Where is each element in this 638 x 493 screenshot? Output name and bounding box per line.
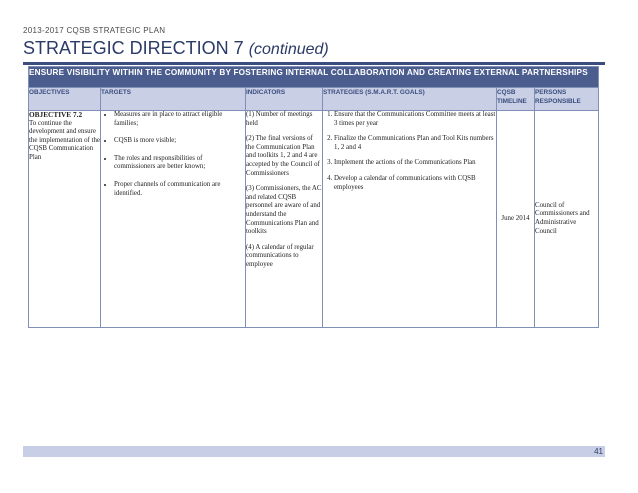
indicators-cell bbox=[246, 111, 323, 328]
indicator-item: (2) The final versions of the Communication Plan and toolkits 1, 2 and 4 are accepted by the Council of Commissioners bbox=[246, 135, 320, 177]
page-title-suffix: (continued) bbox=[248, 41, 329, 58]
objective-cell bbox=[29, 111, 101, 328]
title-rule bbox=[23, 62, 605, 65]
table-row bbox=[29, 111, 599, 328]
indicator-item: (4) A calendar of regular communications to employee bbox=[246, 243, 314, 268]
column-header-row bbox=[29, 88, 599, 111]
objective-text: To continue the development and ensure the implementation of the CQSB Communication Plan bbox=[29, 119, 100, 161]
col-targets: TARGETS bbox=[101, 88, 246, 111]
targets-cell bbox=[101, 111, 246, 328]
indicator-item: (3) Commissioners, the AC and related CQSB personnel are aware of and understand the Communications Plan and toolkits bbox=[246, 185, 322, 236]
timeline-cell: June 2014 bbox=[497, 111, 535, 328]
target-item: • The roles and responsibilities of commissioners are better known; bbox=[114, 155, 245, 172]
target-item: • CQSB is more visible; bbox=[114, 137, 245, 146]
persons-cell: Council of Commissioners and Administrative Council bbox=[535, 111, 599, 328]
page-title bbox=[23, 38, 329, 59]
col-indicators: INDICATORS bbox=[246, 88, 323, 111]
strategy-item: 2. Finalize the Communications Plan and Tool Kits numbers 1, 2 and 4 bbox=[334, 135, 496, 152]
strategic-table bbox=[28, 66, 599, 328]
target-item: • Proper channels of communication are identified. bbox=[114, 181, 245, 198]
page-title-main: STRATEGIC DIRECTION 7 bbox=[23, 38, 249, 58]
page-number: 41 bbox=[594, 447, 603, 456]
objective-title: OBJECTIVE 7.2 bbox=[29, 110, 83, 119]
direction-banner: ENSURE VISIBILITY WITHIN THE COMMUNITY BY FOSTERING INTERNAL COLLABORATION AND CREATING EXTERNAL PARTNERSHIPS bbox=[29, 67, 599, 88]
strategy-item: 3. Implement the actions of the Communications Plan bbox=[334, 159, 496, 168]
strategy-item: 4. Develop a calendar of communications with CQSB employees bbox=[334, 175, 496, 192]
col-objectives: OBJECTIVES bbox=[29, 88, 101, 111]
strategies-cell bbox=[323, 111, 497, 328]
col-strategies: STRATEGIES (S.M.A.R.T. GOALS) bbox=[323, 88, 497, 111]
col-persons: PERSONS RESPONSIBLE bbox=[535, 88, 599, 111]
indicator-item: (1) Number of meetings held bbox=[246, 111, 313, 127]
footer-bar bbox=[23, 446, 605, 457]
document-eyebrow: 2013-2017 CQSB STRATEGIC PLAN bbox=[23, 26, 166, 35]
col-timeline: CQSB TIMELINE bbox=[497, 88, 535, 111]
target-item: • Measures are in place to attract eligible families; bbox=[114, 111, 245, 128]
strategy-item: 1. Ensure that the Communications Committee meets at least 3 times per year bbox=[334, 111, 496, 128]
direction-banner-row bbox=[29, 67, 599, 88]
